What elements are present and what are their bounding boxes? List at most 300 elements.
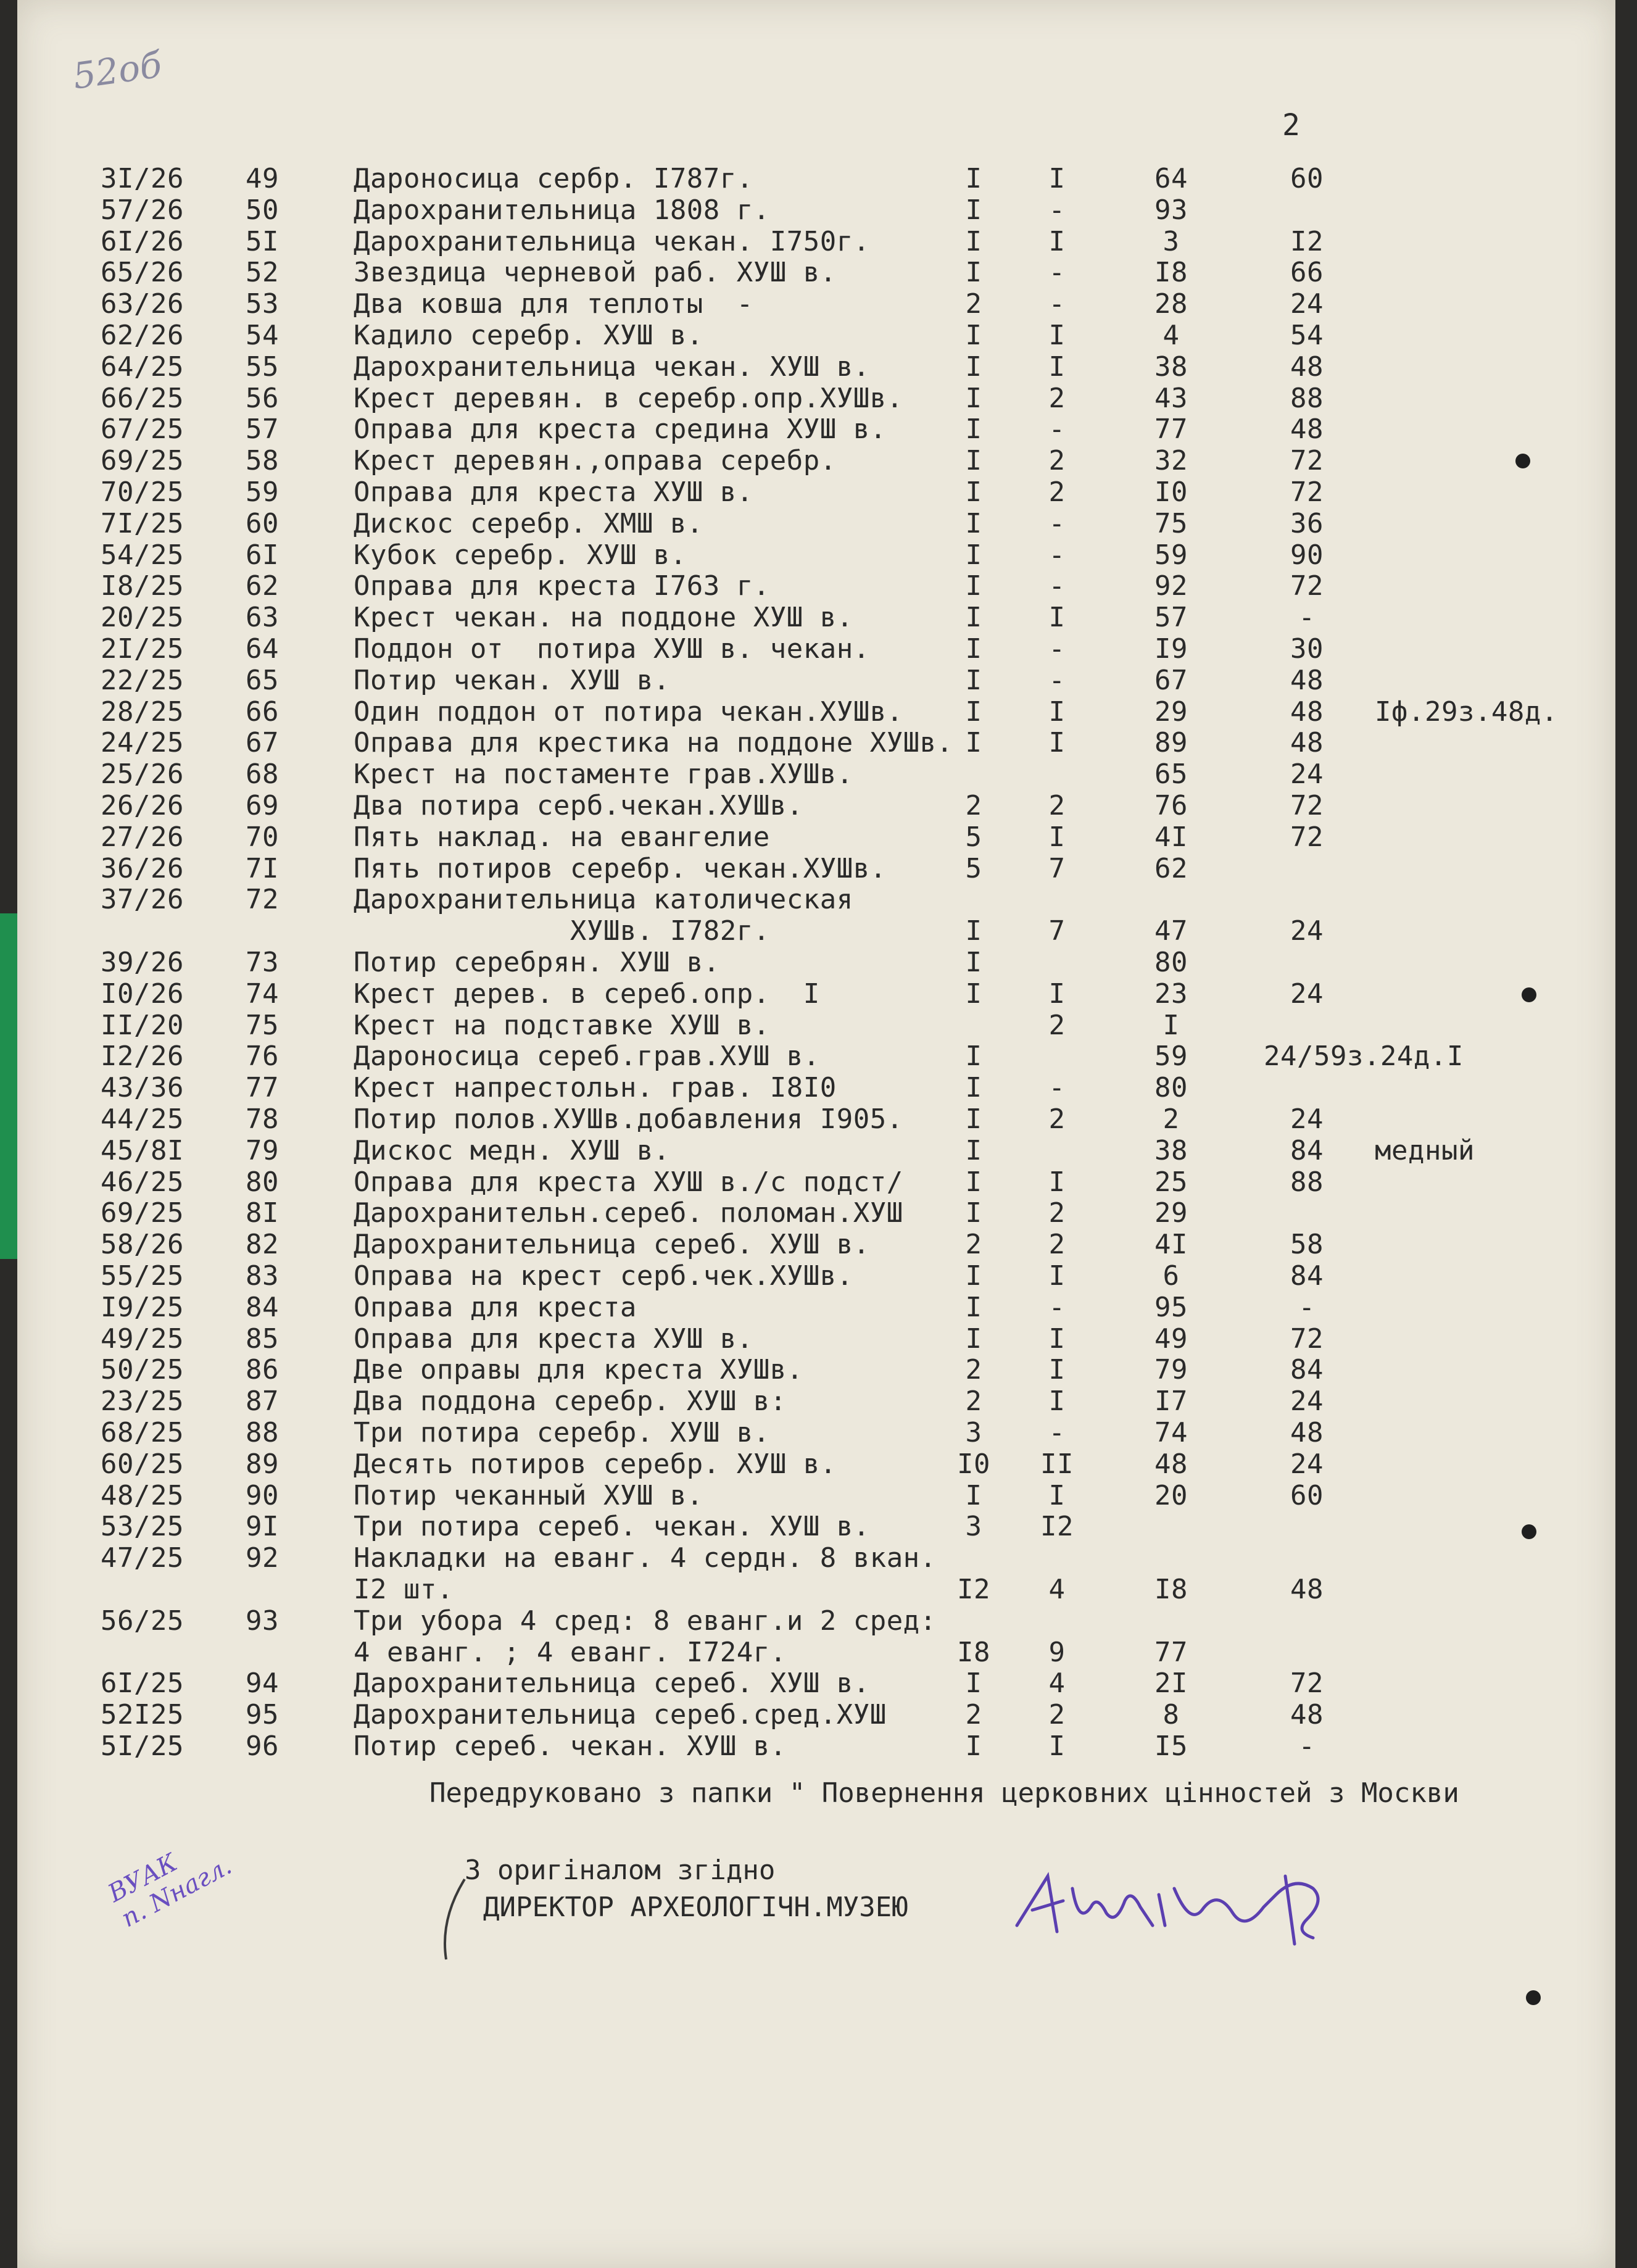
item-number: 53 — [246, 288, 279, 320]
inventory-number: І2/26 — [101, 1041, 184, 1072]
weight-funt-cell: 4 — [1048, 1574, 1066, 1605]
weight-zolotnik-cell: І9 — [1154, 633, 1188, 665]
item-description: Оправа для креста І763 г. — [354, 570, 770, 602]
weight-zolotnik-cell: 38 — [1154, 1135, 1188, 1166]
item-description: Два поддона серебр. ХУШ в: — [354, 1385, 787, 1417]
inventory-number: 5І/25 — [101, 1730, 184, 1762]
quantity-cell: І — [965, 257, 982, 288]
inventory-number: 68/25 — [101, 1417, 184, 1448]
weight-dolya-cell: - — [1298, 1292, 1316, 1323]
item-description: Пять наклад. на евангелие — [354, 821, 770, 853]
item-number: 79 — [246, 1135, 279, 1166]
weight-dolya-cell: 24/59з.24д.І — [1264, 1041, 1464, 1072]
inventory-number: 43/36 — [101, 1072, 184, 1103]
item-number: 65 — [246, 665, 279, 696]
weight-dolya-cell: 72 — [1290, 570, 1324, 602]
weight-dolya-cell: 84 — [1290, 1135, 1324, 1166]
inventory-number: ІІ/20 — [101, 1010, 184, 1041]
item-description: Оправа для креста средина ХУШ в. — [354, 413, 887, 445]
quantity-cell: 2 — [965, 1354, 982, 1385]
quantity-cell: І0 — [957, 1448, 990, 1480]
item-description: Оправа для креста — [354, 1292, 637, 1323]
weight-dolya-cell: 30 — [1290, 633, 1324, 665]
inventory-number: І9/25 — [101, 1292, 184, 1323]
inventory-number: 62/26 — [101, 320, 184, 351]
inventory-number: 26/26 — [101, 790, 184, 821]
item-number: 87 — [246, 1385, 279, 1417]
weight-dolya-cell: 72 — [1290, 790, 1324, 821]
item-description: Три убора 4 сред: 8 еванг.и 2 сред: — [354, 1605, 937, 1637]
item-description: Дарохранительница 1808 г. — [354, 194, 770, 226]
item-number: 8І — [246, 1197, 279, 1229]
item-description: Дискос медн. ХУШ в. — [354, 1135, 670, 1166]
item-number: 96 — [246, 1730, 279, 1762]
weight-dolya-cell: 48 — [1290, 1699, 1324, 1730]
item-number: 66 — [246, 696, 279, 728]
weight-funt-cell: - — [1048, 1417, 1066, 1448]
item-description: Три потира серебр. ХУШ в. — [354, 1417, 770, 1448]
weight-funt-cell: 2 — [1048, 476, 1066, 508]
weight-zolotnik-cell: 57 — [1154, 602, 1188, 633]
weight-funt-cell: - — [1048, 570, 1066, 602]
item-description: Дароносица сербр. І787г. — [354, 163, 753, 194]
weight-dolya-cell: 24 — [1290, 758, 1324, 790]
item-description: Крест на подставке ХУШ в. — [354, 1010, 770, 1041]
weight-funt-cell: - — [1048, 413, 1066, 445]
weight-zolotnik-cell: 29 — [1154, 696, 1188, 728]
item-description: І2 шт. — [354, 1574, 454, 1605]
weight-dolya-cell: 84 — [1290, 1260, 1324, 1292]
weight-dolya-cell: 24 — [1290, 978, 1324, 1010]
quantity-cell: І — [965, 665, 982, 696]
quantity-cell: 3 — [965, 1511, 982, 1542]
item-number: 72 — [246, 884, 279, 915]
quantity-cell: І — [965, 1135, 982, 1166]
weight-funt-cell: І — [1048, 696, 1066, 728]
weight-dolya-cell: 72 — [1290, 1668, 1324, 1699]
weight-funt-cell: І — [1048, 727, 1066, 758]
item-number: 57 — [246, 413, 279, 445]
weight-funt-cell: 2 — [1048, 1103, 1066, 1135]
item-description: Крест на постаменте грав.ХУШв. — [354, 758, 853, 790]
weight-zolotnik-cell: 4 — [1162, 320, 1180, 351]
item-description: Накладки на еванг. 4 сердн. 8 вкан. — [354, 1542, 937, 1574]
item-number: 82 — [246, 1229, 279, 1260]
inventory-number: 7І/25 — [101, 508, 184, 539]
weight-zolotnik-cell: 67 — [1154, 665, 1188, 696]
weight-dolya-cell: 60 — [1290, 163, 1324, 194]
item-description: Один поддон от потира чекан.ХУШв. — [354, 696, 903, 728]
inventory-number: 24/25 — [101, 727, 184, 758]
item-description: Оправа для креста ХУШ в./с подст/ — [354, 1166, 903, 1198]
quantity-cell: 2 — [965, 288, 982, 320]
inventory-number: 22/25 — [101, 665, 184, 696]
weight-funt-cell: 2 — [1048, 1197, 1066, 1229]
weight-funt-cell: І — [1048, 1166, 1066, 1198]
item-description: Потир сереб. чекан. ХУШ в. — [354, 1730, 787, 1762]
inventory-number: 50/25 — [101, 1354, 184, 1385]
item-description: Крест деревян.,оправа серебр. — [354, 445, 837, 476]
quantity-cell: І — [965, 1041, 982, 1072]
weight-zolotnik-cell: 59 — [1154, 539, 1188, 571]
weight-funt-cell: 2 — [1048, 1010, 1066, 1041]
weight-funt-cell: І — [1048, 821, 1066, 853]
weight-zolotnik-cell: 47 — [1154, 915, 1188, 947]
item-description: Два потира серб.чекан.ХУШв. — [354, 790, 803, 821]
weight-zolotnik-cell: І5 — [1154, 1730, 1188, 1762]
weight-funt-cell: І — [1048, 978, 1066, 1010]
item-description: Оправа для креста ХУШ в. — [354, 1323, 753, 1355]
weight-dolya-cell: 48 — [1290, 1417, 1324, 1448]
inventory-number: 70/25 — [101, 476, 184, 508]
weight-dolya-cell: 48 — [1290, 351, 1324, 383]
quantity-cell: І2 — [957, 1574, 990, 1605]
weight-funt-cell: - — [1048, 1292, 1066, 1323]
weight-dolya-cell: І2 — [1290, 226, 1324, 257]
item-description: Крест деревян. в серебр.опр.ХУШв. — [354, 383, 903, 414]
weight-zolotnik-cell: 6 — [1162, 1260, 1180, 1292]
item-description: Оправа на крест серб.чек.ХУШв. — [354, 1260, 853, 1292]
weight-funt-cell: 2 — [1048, 383, 1066, 414]
item-number: 56 — [246, 383, 279, 414]
item-description: Дарохранительница сереб.сред.ХУШ — [354, 1699, 887, 1730]
weight-zolotnik-cell: 28 — [1154, 288, 1188, 320]
quantity-cell: 5 — [965, 853, 982, 884]
weight-zolotnik-cell: 8 — [1162, 1699, 1180, 1730]
stamp-annotation: ВУАК п. Nнагл. — [103, 1848, 236, 1934]
item-description: Потир серебрян. ХУШ в. — [354, 947, 720, 978]
inventory-number: 37/26 — [101, 884, 184, 915]
quantity-cell: І — [965, 539, 982, 571]
item-number: 92 — [246, 1542, 279, 1574]
weight-funt-cell: 7 — [1048, 915, 1066, 947]
weight-zolotnik-cell: 48 — [1154, 1448, 1188, 1480]
inventory-number: 39/26 — [101, 947, 184, 978]
inventory-number: 2І/25 — [101, 633, 184, 665]
weight-zolotnik-cell: 29 — [1154, 1197, 1188, 1229]
inventory-number: 28/25 — [101, 696, 184, 728]
quantity-cell: І — [965, 413, 982, 445]
item-number: 83 — [246, 1260, 279, 1292]
weight-zolotnik-cell: 32 — [1154, 445, 1188, 476]
weight-zolotnik-cell: 43 — [1154, 383, 1188, 414]
weight-funt-cell: - — [1048, 194, 1066, 226]
item-description: Дароносица сереб.грав.ХУШ в. — [354, 1041, 820, 1072]
quantity-cell: І — [965, 163, 982, 194]
item-description: Две оправы для креста ХУШв. — [354, 1354, 803, 1385]
weight-dolya-cell: 90 — [1290, 539, 1324, 571]
inventory-number: 57/26 — [101, 194, 184, 226]
item-number: 75 — [246, 1010, 279, 1041]
item-number: 54 — [246, 320, 279, 351]
weight-zolotnik-cell: 80 — [1154, 1072, 1188, 1103]
quantity-cell: 2 — [965, 1699, 982, 1730]
item-description: Кубок серебр. ХУШ в. — [354, 539, 687, 571]
item-number: 88 — [246, 1417, 279, 1448]
weight-funt-cell: 4 — [1048, 1668, 1066, 1699]
weight-zolotnik-cell: І0 — [1154, 476, 1188, 508]
weight-zolotnik-cell: 38 — [1154, 351, 1188, 383]
item-description: ХУШв. І782г. — [354, 915, 770, 947]
weight-dolya-cell: 66 — [1290, 257, 1324, 288]
item-number: 90 — [246, 1480, 279, 1511]
weight-funt-cell: І — [1048, 1323, 1066, 1355]
quantity-cell: 5 — [965, 821, 982, 853]
weight-dolya-cell: - — [1298, 1730, 1316, 1762]
weight-funt-cell: 2 — [1048, 1229, 1066, 1260]
weight-funt-cell: 9 — [1048, 1637, 1066, 1668]
weight-funt-cell: І — [1048, 351, 1066, 383]
weight-funt-cell: - — [1048, 1072, 1066, 1103]
page-number: 2 — [1282, 108, 1300, 143]
weight-zolotnik-cell: 65 — [1154, 758, 1188, 790]
item-number: 68 — [246, 758, 279, 790]
binding-hole — [1522, 987, 1536, 1002]
quantity-cell: І — [965, 1668, 982, 1699]
item-description: Оправа для крестика на поддоне ХУШв. — [354, 727, 953, 758]
item-description: Звездица черневой раб. ХУШ в. — [354, 257, 837, 288]
inventory-number: 55/25 — [101, 1260, 184, 1292]
quantity-cell: І — [965, 633, 982, 665]
weight-dolya-cell: 24 — [1290, 1385, 1324, 1417]
quantity-cell: І — [965, 1166, 982, 1198]
quantity-cell: І — [965, 1260, 982, 1292]
quantity-cell: 2 — [965, 1385, 982, 1417]
item-number: 69 — [246, 790, 279, 821]
weight-dolya-cell: 48 — [1290, 696, 1324, 728]
item-description: 4 еванг. ; 4 еванг. І724г. — [354, 1637, 787, 1668]
item-number: 84 — [246, 1292, 279, 1323]
inventory-number: 58/26 — [101, 1229, 184, 1260]
weight-dolya-cell: 72 — [1290, 476, 1324, 508]
item-description: Дарохранительница католическая — [354, 884, 853, 915]
weight-funt-cell: - — [1048, 288, 1066, 320]
weight-dolya-cell: 72 — [1290, 1323, 1324, 1355]
item-number: 58 — [246, 445, 279, 476]
weight-funt-cell: І — [1048, 163, 1066, 194]
quantity-cell: І — [965, 696, 982, 728]
inventory-number: 20/25 — [101, 602, 184, 633]
weight-funt-cell: І — [1048, 1385, 1066, 1417]
inventory-number: 67/25 — [101, 413, 184, 445]
weight-dolya-cell: 48 — [1290, 413, 1324, 445]
quantity-cell: І — [965, 915, 982, 947]
binding-hole — [1515, 454, 1530, 468]
quantity-cell: І — [965, 570, 982, 602]
weight-zolotnik-cell: І8 — [1154, 1574, 1188, 1605]
weight-funt-cell: І — [1048, 1260, 1066, 1292]
item-number: 49 — [246, 163, 279, 194]
quantity-cell: І — [965, 1103, 982, 1135]
item-number: 93 — [246, 1605, 279, 1637]
weight-dolya-cell: - — [1298, 602, 1316, 633]
inventory-number: 64/25 — [101, 351, 184, 383]
item-number: 6І — [246, 539, 279, 571]
item-number: 63 — [246, 602, 279, 633]
item-number: 70 — [246, 821, 279, 853]
inventory-number: 3І/26 — [101, 163, 184, 194]
quantity-cell: 2 — [965, 790, 982, 821]
weight-dolya-cell: 84 — [1290, 1354, 1324, 1385]
item-number: 76 — [246, 1041, 279, 1072]
item-description: Крест напрестольн. грав. І8І0 — [354, 1072, 837, 1103]
quantity-cell: І — [965, 1323, 982, 1355]
weight-dolya-cell: 24 — [1290, 915, 1324, 947]
quantity-cell: І — [965, 1072, 982, 1103]
inventory-number: 52І25 — [101, 1699, 184, 1730]
quantity-cell: І — [965, 1480, 982, 1511]
inventory-number: 69/25 — [101, 1197, 184, 1229]
document-page — [17, 0, 1615, 2268]
weight-funt-cell: 2 — [1048, 445, 1066, 476]
item-description: Потир чекан. ХУШ в. — [354, 665, 670, 696]
item-number: 80 — [246, 1166, 279, 1198]
item-description: Дарохранительница чекан. І750г. — [354, 226, 870, 257]
weight-zolotnik-cell: 64 — [1154, 163, 1188, 194]
binding-hole — [1526, 1990, 1541, 2005]
inventory-number: 56/25 — [101, 1605, 184, 1637]
weight-dolya-cell: 24 — [1290, 288, 1324, 320]
item-description: Десять потиров серебр. ХУШ в. — [354, 1448, 837, 1480]
item-number: 89 — [246, 1448, 279, 1480]
quantity-cell: І — [965, 476, 982, 508]
inventory-number: 44/25 — [101, 1103, 184, 1135]
weight-funt-cell: - — [1048, 539, 1066, 571]
quantity-cell: І — [965, 947, 982, 978]
weight-zolotnik-cell: 3 — [1162, 226, 1180, 257]
weight-zolotnik-cell: 25 — [1154, 1166, 1188, 1198]
item-description: Оправа для креста ХУШ в. — [354, 476, 753, 508]
inventory-number: 6І/26 — [101, 226, 184, 257]
weight-dolya-cell: 24 — [1290, 1448, 1324, 1480]
weight-dolya-cell: 72 — [1290, 821, 1324, 853]
quantity-cell: І8 — [957, 1637, 990, 1668]
weight-dolya-cell: 72 — [1290, 445, 1324, 476]
quantity-cell: І — [965, 727, 982, 758]
inventory-number: 65/26 — [101, 257, 184, 288]
weight-zolotnik-cell: 20 — [1154, 1480, 1188, 1511]
weight-funt-cell: - — [1048, 633, 1066, 665]
item-number: 52 — [246, 257, 279, 288]
weight-dolya-cell: 48 — [1290, 1574, 1324, 1605]
weight-dolya-cell: 48 — [1290, 727, 1324, 758]
weight-funt-cell: І — [1048, 1354, 1066, 1385]
inventory-number: 25/26 — [101, 758, 184, 790]
inventory-number: 69/25 — [101, 445, 184, 476]
weight-zolotnik-cell: І8 — [1154, 257, 1188, 288]
weight-funt-cell: І — [1048, 602, 1066, 633]
inventory-number: 45/8І — [101, 1135, 184, 1166]
item-description: Два ковша для теплоты - — [354, 288, 753, 320]
item-description: Три потира сереб. чекан. ХУШ в. — [354, 1511, 870, 1542]
director-signature — [1005, 1851, 1350, 1963]
inventory-number: 47/25 — [101, 1542, 184, 1574]
item-description: Дарохранительн.сереб. поломан.ХУШ — [354, 1197, 903, 1229]
weight-funt-cell: ІІ — [1040, 1448, 1074, 1480]
weight-zolotnik-cell: 76 — [1154, 790, 1188, 821]
weight-funt-cell: І — [1048, 226, 1066, 257]
weight-zolotnik-cell: 92 — [1154, 570, 1188, 602]
inventory-number: 54/25 — [101, 539, 184, 571]
item-description: Кадило серебр. ХУШ в. — [354, 320, 703, 351]
item-number: 94 — [246, 1668, 279, 1699]
weight-zolotnik-cell: 75 — [1154, 508, 1188, 539]
weight-dolya-cell: 88 — [1290, 1166, 1324, 1198]
inventory-number: І8/25 — [101, 570, 184, 602]
item-description: Дарохранительница сереб. ХУШ в. — [354, 1668, 870, 1699]
item-number: 9І — [246, 1511, 279, 1542]
weight-zolotnik-cell: 59 — [1154, 1041, 1188, 1072]
inventory-number: 53/25 — [101, 1511, 184, 1542]
reprint-note: Передруковано з папки " Повернення церковних цінностей з Москви — [429, 1777, 1459, 1809]
inventory-number: 46/25 — [101, 1166, 184, 1198]
weight-zolotnik-cell: 80 — [1154, 947, 1188, 978]
weight-zolotnik-cell: 89 — [1154, 727, 1188, 758]
signatory-title: ДИРЕКТОР АРХЕОЛОГІЧН.МУЗЕЮ — [483, 1892, 908, 1923]
row-note: Іф.29з.48д. — [1375, 696, 1558, 728]
inventory-number: 66/25 — [101, 383, 184, 414]
quantity-cell: 2 — [965, 1229, 982, 1260]
weight-zolotnik-cell: 62 — [1154, 853, 1188, 884]
item-description: Дискос серебр. ХМШ в. — [354, 508, 703, 539]
item-number: 85 — [246, 1323, 279, 1355]
item-number: 62 — [246, 570, 279, 602]
item-number: 64 — [246, 633, 279, 665]
quantity-cell: І — [965, 320, 982, 351]
quantity-cell: І — [965, 978, 982, 1010]
weight-zolotnik-cell: 79 — [1154, 1354, 1188, 1385]
weight-funt-cell: 2 — [1048, 1699, 1066, 1730]
item-number: 55 — [246, 351, 279, 383]
weight-zolotnik-cell: 49 — [1154, 1323, 1188, 1355]
weight-zolotnik-cell: 23 — [1154, 978, 1188, 1010]
folio-mark: 52об — [70, 43, 165, 98]
weight-dolya-cell: 54 — [1290, 320, 1324, 351]
signatory-bracket — [437, 1876, 474, 1963]
item-description: Дарохранительница сереб. ХУШ в. — [354, 1229, 870, 1260]
weight-funt-cell: - — [1048, 665, 1066, 696]
quantity-cell: І — [965, 445, 982, 476]
item-number: 77 — [246, 1072, 279, 1103]
item-description: Потир чеканный ХУШ в. — [354, 1480, 703, 1511]
certification-line: З оригіналом згідно — [465, 1855, 776, 1886]
weight-zolotnik-cell: 77 — [1154, 1637, 1188, 1668]
item-number: 95 — [246, 1699, 279, 1730]
weight-funt-cell: І — [1048, 1480, 1066, 1511]
quantity-cell: 3 — [965, 1417, 982, 1448]
inventory-number: 60/25 — [101, 1448, 184, 1480]
weight-funt-cell: 7 — [1048, 853, 1066, 884]
item-number: 78 — [246, 1103, 279, 1135]
item-number: 74 — [246, 978, 279, 1010]
weight-dolya-cell: 58 — [1290, 1229, 1324, 1260]
item-description: Крест дерев. в сереб.опр. І — [354, 978, 820, 1010]
item-description: Потир полов.ХУШв.добавления І905. — [354, 1103, 903, 1135]
item-number: 73 — [246, 947, 279, 978]
row-note: медный — [1375, 1135, 1475, 1166]
weight-dolya-cell: 88 — [1290, 383, 1324, 414]
quantity-cell: І — [965, 383, 982, 414]
quantity-cell: І — [965, 1197, 982, 1229]
quantity-cell: І — [965, 194, 982, 226]
quantity-cell: І — [965, 602, 982, 633]
item-description: Дарохранительница чекан. ХУШ в. — [354, 351, 870, 383]
item-number: 7І — [246, 853, 279, 884]
quantity-cell: І — [965, 508, 982, 539]
weight-zolotnik-cell: 2І — [1154, 1668, 1188, 1699]
weight-dolya-cell: 60 — [1290, 1480, 1324, 1511]
quantity-cell: І — [965, 1292, 982, 1323]
